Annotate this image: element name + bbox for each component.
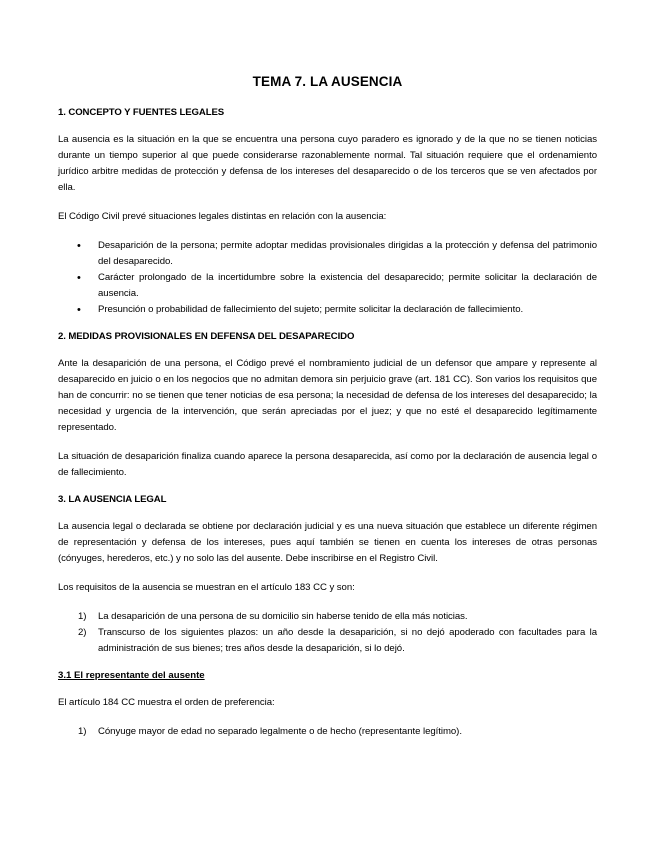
list-number: 1) bbox=[78, 611, 87, 622]
list-item-text: Cónyuge mayor de edad no separado legalmente o de hecho (representante legítimo). bbox=[98, 726, 462, 737]
section-1-paragraph-1: La ausencia es la situación en la que se encuentra una persona cuyo paradero es ignorado y de la que no se tienen noticias durante un tiempo superior al que puede considerarse razonablemente normal. Tal situación requiere que el ordenamiento jurídico arbitre medidas de protección y defensa de los intereses del desaparecido o de los terceros que se ven afectados por ella. bbox=[58, 134, 597, 193]
list-item: • Desaparición de la persona; permite adoptar medidas provisionales dirigidas a la protección y defensa del patrimonio del desaparecido. bbox=[58, 238, 597, 270]
list-item: • Carácter prolongado de la incertidumbre sobre la existencia del desaparecido; permite solicitar la declaración de ausencia. bbox=[58, 270, 597, 302]
list-number: 2) bbox=[78, 627, 87, 638]
subsection-3-1-numbered-list bbox=[58, 724, 597, 740]
page-title: TEMA 7. LA AUSENCIA bbox=[252, 74, 403, 89]
subsection-3-1-heading: 3.1 El representante del ausente bbox=[58, 670, 205, 681]
section-3-numbered-list bbox=[58, 609, 597, 657]
list-item-text: Transcurso de los siguientes plazos: un año desde la desaparición, si no dejó apoderado con facultades para la administración de sus bienes; tres años desde la desaparición, si lo dejó. bbox=[98, 627, 597, 654]
list-item bbox=[58, 724, 597, 740]
section-3-paragraph-1: La ausencia legal o declarada se obtiene por declaración judicial y es una nueva situación que establece un diferente régimen de representación y defensa de los intereses, pues aquí también se tienen en cuenta los intereses de otras personas (cónyuges, herederos, etc.) y no solo las del ausente. Debe inscribirse en el Registro Civil. bbox=[58, 521, 597, 564]
list-number: 1) bbox=[78, 726, 87, 737]
subsection-3-1-paragraph-1: El artículo 184 CC muestra el orden de preferencia: bbox=[58, 697, 275, 708]
section-3-paragraph-2: Los requisitos de la ausencia se muestran en el artículo 183 CC y son: bbox=[58, 582, 355, 593]
list-item bbox=[58, 625, 597, 657]
list-item: • Presunción o probabilidad de fallecimiento del sujeto; permite solicitar la declaración de fallecimiento. bbox=[58, 302, 597, 318]
list-item bbox=[58, 609, 597, 625]
section-1-bullet-list bbox=[58, 238, 597, 318]
section-1-paragraph-2: El Código Civil prevé situaciones legales distintas en relación con la ausencia: bbox=[58, 211, 387, 222]
section-2-paragraph-2: La situación de desaparición finaliza cuando aparece la persona desaparecida, así como por la declaración de ausencia legal o de fallecimiento. bbox=[58, 451, 597, 478]
section-2-heading: 2. MEDIDAS PROVISIONALES EN DEFENSA DEL DESAPARECIDO bbox=[58, 331, 355, 342]
section-2-paragraph-1: Ante la desaparición de una persona, el Código prevé el nombramiento judicial de un defensor que ampare y represente al desaparecido en juicio o en los negocios que no admitan demora sin perjuicio grave (art. 181 CC). Son varios los requisitos que han de concurrir: no se tienen que tener noticias de esa persona; la necesidad de defensa de los intereses del desaparecido; la necesidad y urgencia de la intervención, que serán apreciadas por el juez; y que no esté el desaparecido legítimamente representado. bbox=[58, 358, 597, 433]
section-1-heading: 1. CONCEPTO Y FUENTES LEGALES bbox=[58, 107, 225, 118]
list-item-text: La desaparición de una persona de su domicilio sin haberse tenido de ella más noticias. bbox=[98, 611, 468, 622]
section-3-heading: 3. LA AUSENCIA LEGAL bbox=[58, 494, 167, 505]
